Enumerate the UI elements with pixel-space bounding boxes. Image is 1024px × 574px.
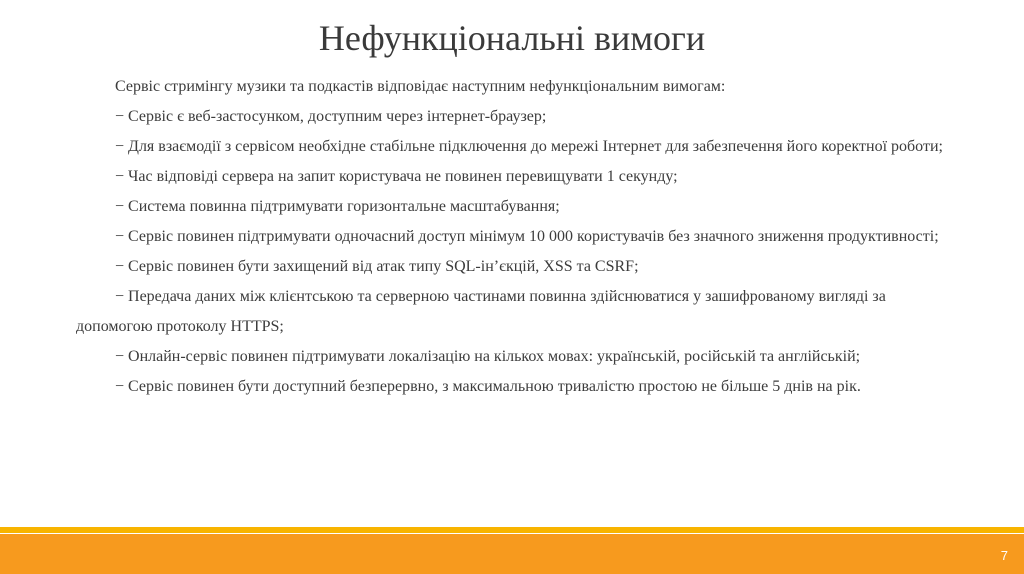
slide-body (76, 72, 956, 402)
requirement-item: − Передача даних між клієнтською та серверною частинами повинна здійснюватися у зашифрованому вигляді за допомогою протоколу HTTPS; (76, 288, 886, 335)
requirement-item: − Час відповіді сервера на запит користувача не повинен перевищувати 1 секунду; (115, 168, 678, 185)
slide-title: Нефункціональні вимоги (318, 18, 706, 58)
requirement-item: − Сервіс повинен бути доступний безперервно, з максимальною тривалістю простою не більше 5 днів на рік. (115, 378, 861, 395)
intro-paragraph: Сервіс стримінгу музики та подкастів відповідає наступним нефункціональним вимогам: (115, 78, 726, 95)
requirement-item: − Сервіс повинен підтримувати одночасний доступ мінімум 10 000 користувачів без значного зниження продуктивності; (115, 228, 939, 245)
footer-bar (0, 534, 1024, 574)
requirement-item: − Сервіс є веб-застосунком, доступним через інтернет-браузер; (115, 108, 547, 125)
requirement-item: − Система повинна підтримувати горизонтальне масштабування; (115, 198, 560, 215)
requirement-item: − Сервіс повинен бути захищений від атак типу SQL-ін’єкцій, XSS та CSRF; (115, 258, 639, 275)
requirement-item: − Для взаємодії з сервісом необхідне стабільне підключення до мережі Інтернет для забезпечення його коректної роботи; (115, 138, 943, 155)
page-number: 7 (1000, 548, 1008, 563)
footer-accent-stripe (0, 527, 1024, 533)
requirement-item: − Онлайн-сервіс повинен підтримувати локалізацію на кількох мовах: українській, російській та англійській; (115, 348, 861, 365)
